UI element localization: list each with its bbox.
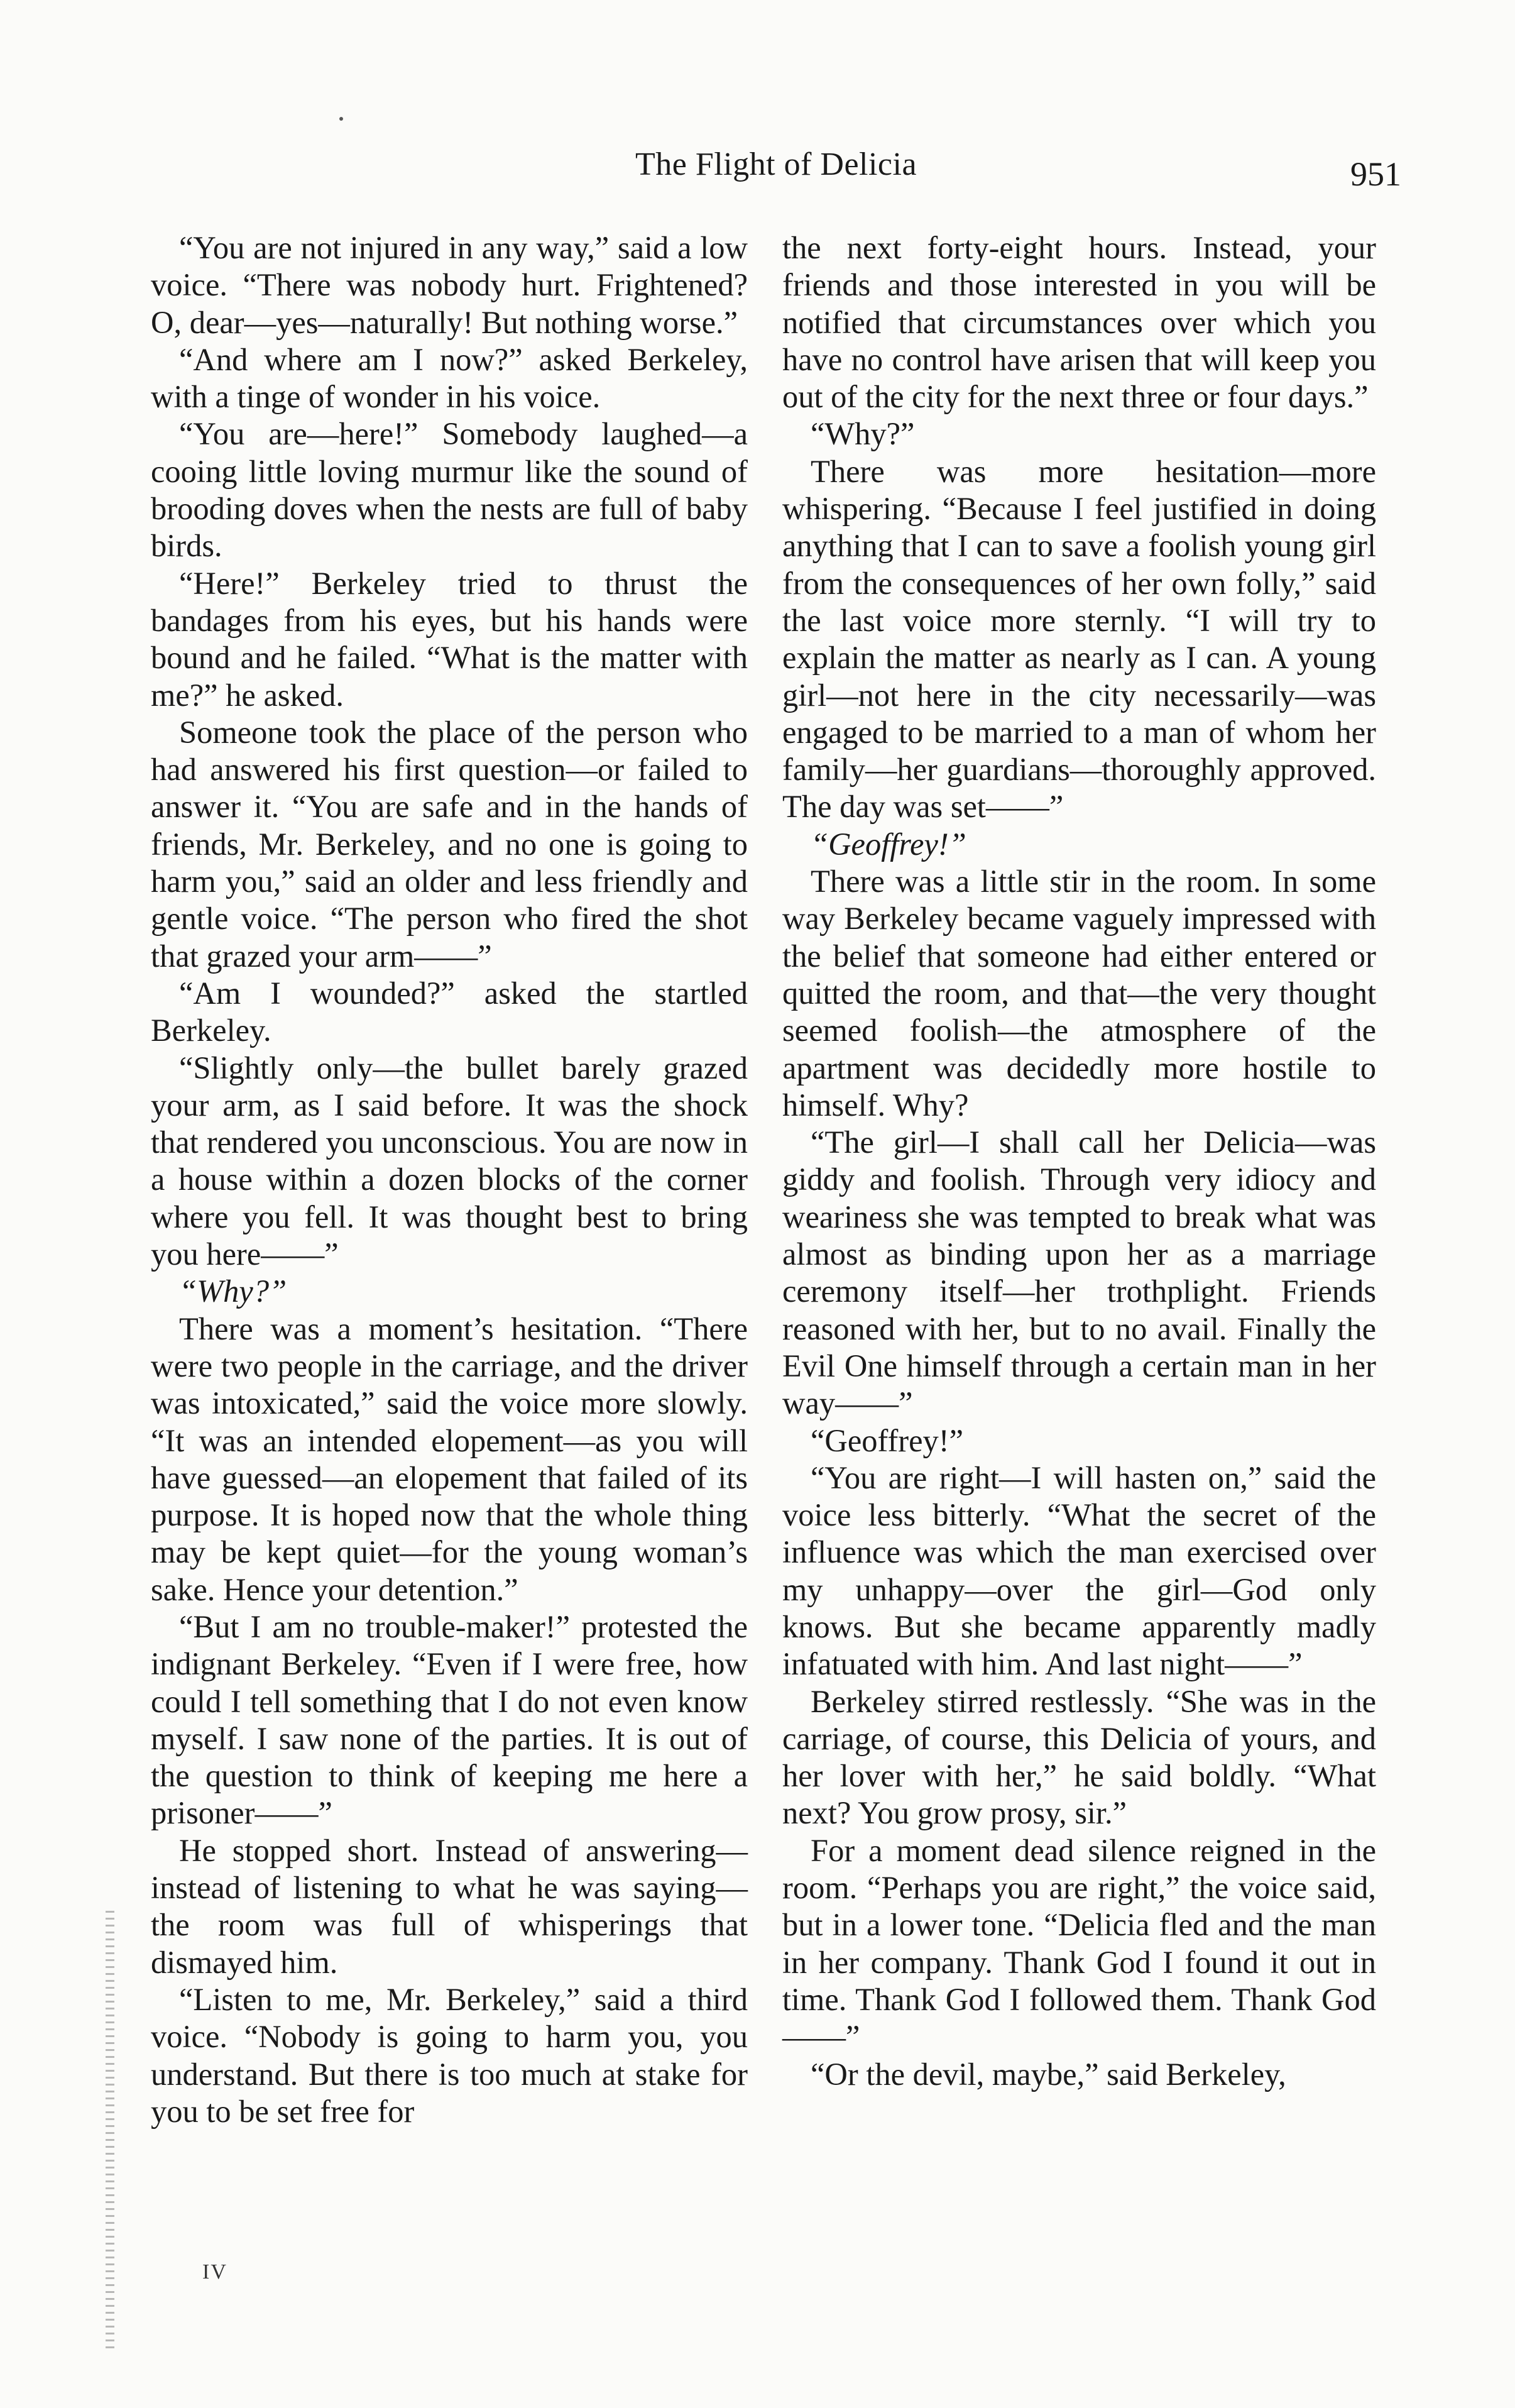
paragraph: “Geoffrey!” [811, 826, 966, 862]
paragraph: “Slightly only—the bullet barely grazed your arm, as I said before. It was the shock that rendered you unconscious. You are now in a house within a dozen blocks of the corner where you fell. It was thought best to bring you here——” [151, 1050, 748, 1272]
paragraph: “But I am no trouble-maker!” protested the indignant Berkeley. “Even if I were free, how could I tell something that I do not even know myself. I saw none of the parties. It is out of the question to think of keeping me here a prisoner——” [151, 1608, 748, 1831]
paragraph: “Am I wounded?” asked the startled Berkeley. [151, 975, 748, 1048]
left-column [151, 229, 748, 2130]
paragraph: He stopped short. Instead of answering—instead of listening to what he was saying—the room was full of whisperings that dismayed him. [151, 1832, 748, 1980]
ink-speck [339, 117, 343, 121]
paragraph: the next forty-eight hours. Instead, your friends and those interested in you will be notified that circumstances over which you have no control have arisen that will keep you out of the city for the next three or four days.” [782, 230, 1376, 415]
paragraph: “Or the devil, maybe,” said Berkeley, [811, 2056, 1286, 2092]
paragraph: “Why?” [179, 1273, 287, 1309]
paragraph: “Listen to me, Mr. Berkeley,” said a third voice. “Nobody is going to harm you, you understand. But there is too much at stake for you to be set free for [151, 1981, 748, 2129]
paragraph: “You are—here!” Somebody laughed—a cooing little loving murmur like the sound of brooding doves when the nests are full of baby birds. [151, 416, 748, 564]
running-title: The Flight of Delicia [635, 146, 917, 182]
running-head [151, 146, 1401, 196]
paragraph: “And where am I now?” asked Berkeley, with a tinge of wonder in his voice. [151, 341, 748, 415]
paragraph: “Geoffrey!” [811, 1422, 963, 1458]
signature-mark: IV [202, 2260, 227, 2284]
paragraph: Someone took the place of the person who had answered his first question—or failed to answer it. “You are safe and in the hands of friends, Mr. Berkeley, and no one is going to harm you,” said an older and less friendly and gentle voice. “The person who fired the shot that grazed your arm——” [151, 714, 748, 974]
paragraph: “The girl—I shall call her Delicia—was giddy and foolish. Through very idiocy and weariness she was tempted to break what was almost as binding upon her as a marriage ceremony itself—her trothplight. Friends reasoned with her, but to no avail. Finally the Evil One himself through a certain man in her way——” [782, 1124, 1376, 1421]
paragraph: “Here!” Berkeley tried to thrust the bandages from his eyes, but his hands were bound and he failed. “What is the matter with me?” he asked. [151, 565, 748, 713]
paragraph: “Why?” [811, 416, 915, 452]
paragraph: “You are not injured in any way,” said a low voice. “There was nobody hurt. Frightened? O, dear—yes—naturally! But nothing worse.” [151, 230, 748, 340]
paragraph: There was a little stir in the room. In some way Berkeley became vaguely impressed with the belief that someone had either entered or quitted the room, and that—the very thought seemed foolish—the atmosphere of the apartment was decidedly more hostile to himself. Why? [782, 864, 1376, 1123]
page-number: 951 [1350, 155, 1401, 193]
paragraph: Berkeley stirred restlessly. “She was in the carriage, of course, this Delicia of yours, and her lover with her,” he said boldly. “What next? You grow prosy, sir.” [782, 1683, 1376, 1831]
right-column [782, 229, 1376, 2093]
paragraph: There was a moment’s hesitation. “There were two people in the carriage, and the driver was intoxicated,” said the voice more slowly. “It was an intended elopement—as you will have guessed—an elopement that failed of its purpose. It is hoped now that the whole thing may be kept quiet—for the young woman’s sake. Hence your detention.” [151, 1311, 748, 1607]
binding-edge-specks [106, 1911, 114, 2351]
paragraph: For a moment dead silence reigned in the room. “Perhaps you are right,” the voice said, but in a lower tone. “Delicia fled and the man in her company. Thank God I found it out in time. Thank God I followed them. Thank God——” [782, 1832, 1376, 2055]
paragraph: There was more hesitation—more whispering. “Because I feel justified in doing anything that I can to save a foolish young girl from the consequences of her own folly,” said the last voice more sternly. “I will try to explain the matter as nearly as I can. A young girl—not here in the city necessarily—was engaged to be married to a man of whom her family—her guardians—thoroughly approved. The day was set——” [782, 453, 1376, 825]
paragraph: “You are right—I will hasten on,” said the voice less bitterly. “What the secret of the influence was which the man exercised over my unhappy—over the girl—God only knows. But she became apparently madly infatuated with him. And last night——” [782, 1460, 1376, 1682]
